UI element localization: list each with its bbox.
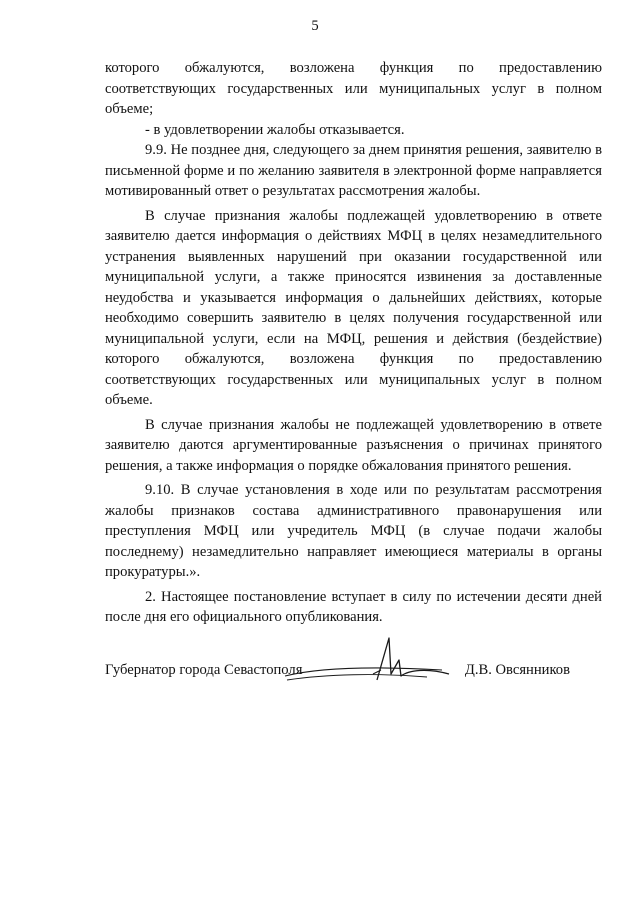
- paragraph-continuation: которого обжалуются, возложена функция по предоставлению соответствующих государственных или муниципальных услуг в полном объеме;: [105, 60, 602, 117]
- paragraph-entry-into-force: 2. Настоящее постановление вступает в силу по истечении десяти дней после дня его официального опубликования.: [105, 588, 602, 625]
- signature-block: [105, 656, 602, 696]
- document-body: [105, 58, 602, 628]
- paragraph-complaint-satisfied: В случае признания жалобы подлежащей удовлетворению в ответе заявителю дается информация о действиях МФЦ в целях незамедлительного устранения выявленных нарушений при оказании государственной или муниципальной услуги, а также приносятся извинения за доставленные неудобства и указывается информация о дальнейших действиях, которые необходимо совершить заявителю в целях получения государственной или муниципальной услуги, если на МФЦ, решения и действия (бездействие) которого обжалуются, возложена функция по предоставлению соответствующих государственных или муниципальных услуг в полном объеме.: [105, 207, 602, 408]
- handwritten-signature: [277, 630, 467, 694]
- paragraph-9-9: 9.9. Не позднее дня, следующего за днем принятия решения, заявителю в письменной форме и по желанию заявителя в электронной форме направляется мотивированный ответ о результатах рассмотрения жалобы.: [105, 142, 602, 199]
- paragraph-9-10: 9.10. В случае установления в ходе или по результатам рассмотрения жалобы признаков состава административного правонарушения или преступления МФЦ или учредитель МФЦ (в случае подачи жалобы последнему) незамедлительно направляет имеющиеся материалы в органы прокуратуры.».: [105, 482, 602, 580]
- signatory-name: Д.В. Овсянников: [464, 662, 570, 678]
- paragraph-refusal: - в удовлетворении жалобы отказывается.: [145, 121, 405, 138]
- paragraph-complaint-rejected: В случае признания жалобы не подлежащей удовлетворению в ответе заявителю даются аргументированные разъяснения о причинах принятого решения, а также информация о порядке обжалования принятого решения.: [105, 416, 602, 474]
- page-number: 5: [311, 18, 319, 34]
- signatory-title: Губернатор города Севастополя: [105, 662, 303, 678]
